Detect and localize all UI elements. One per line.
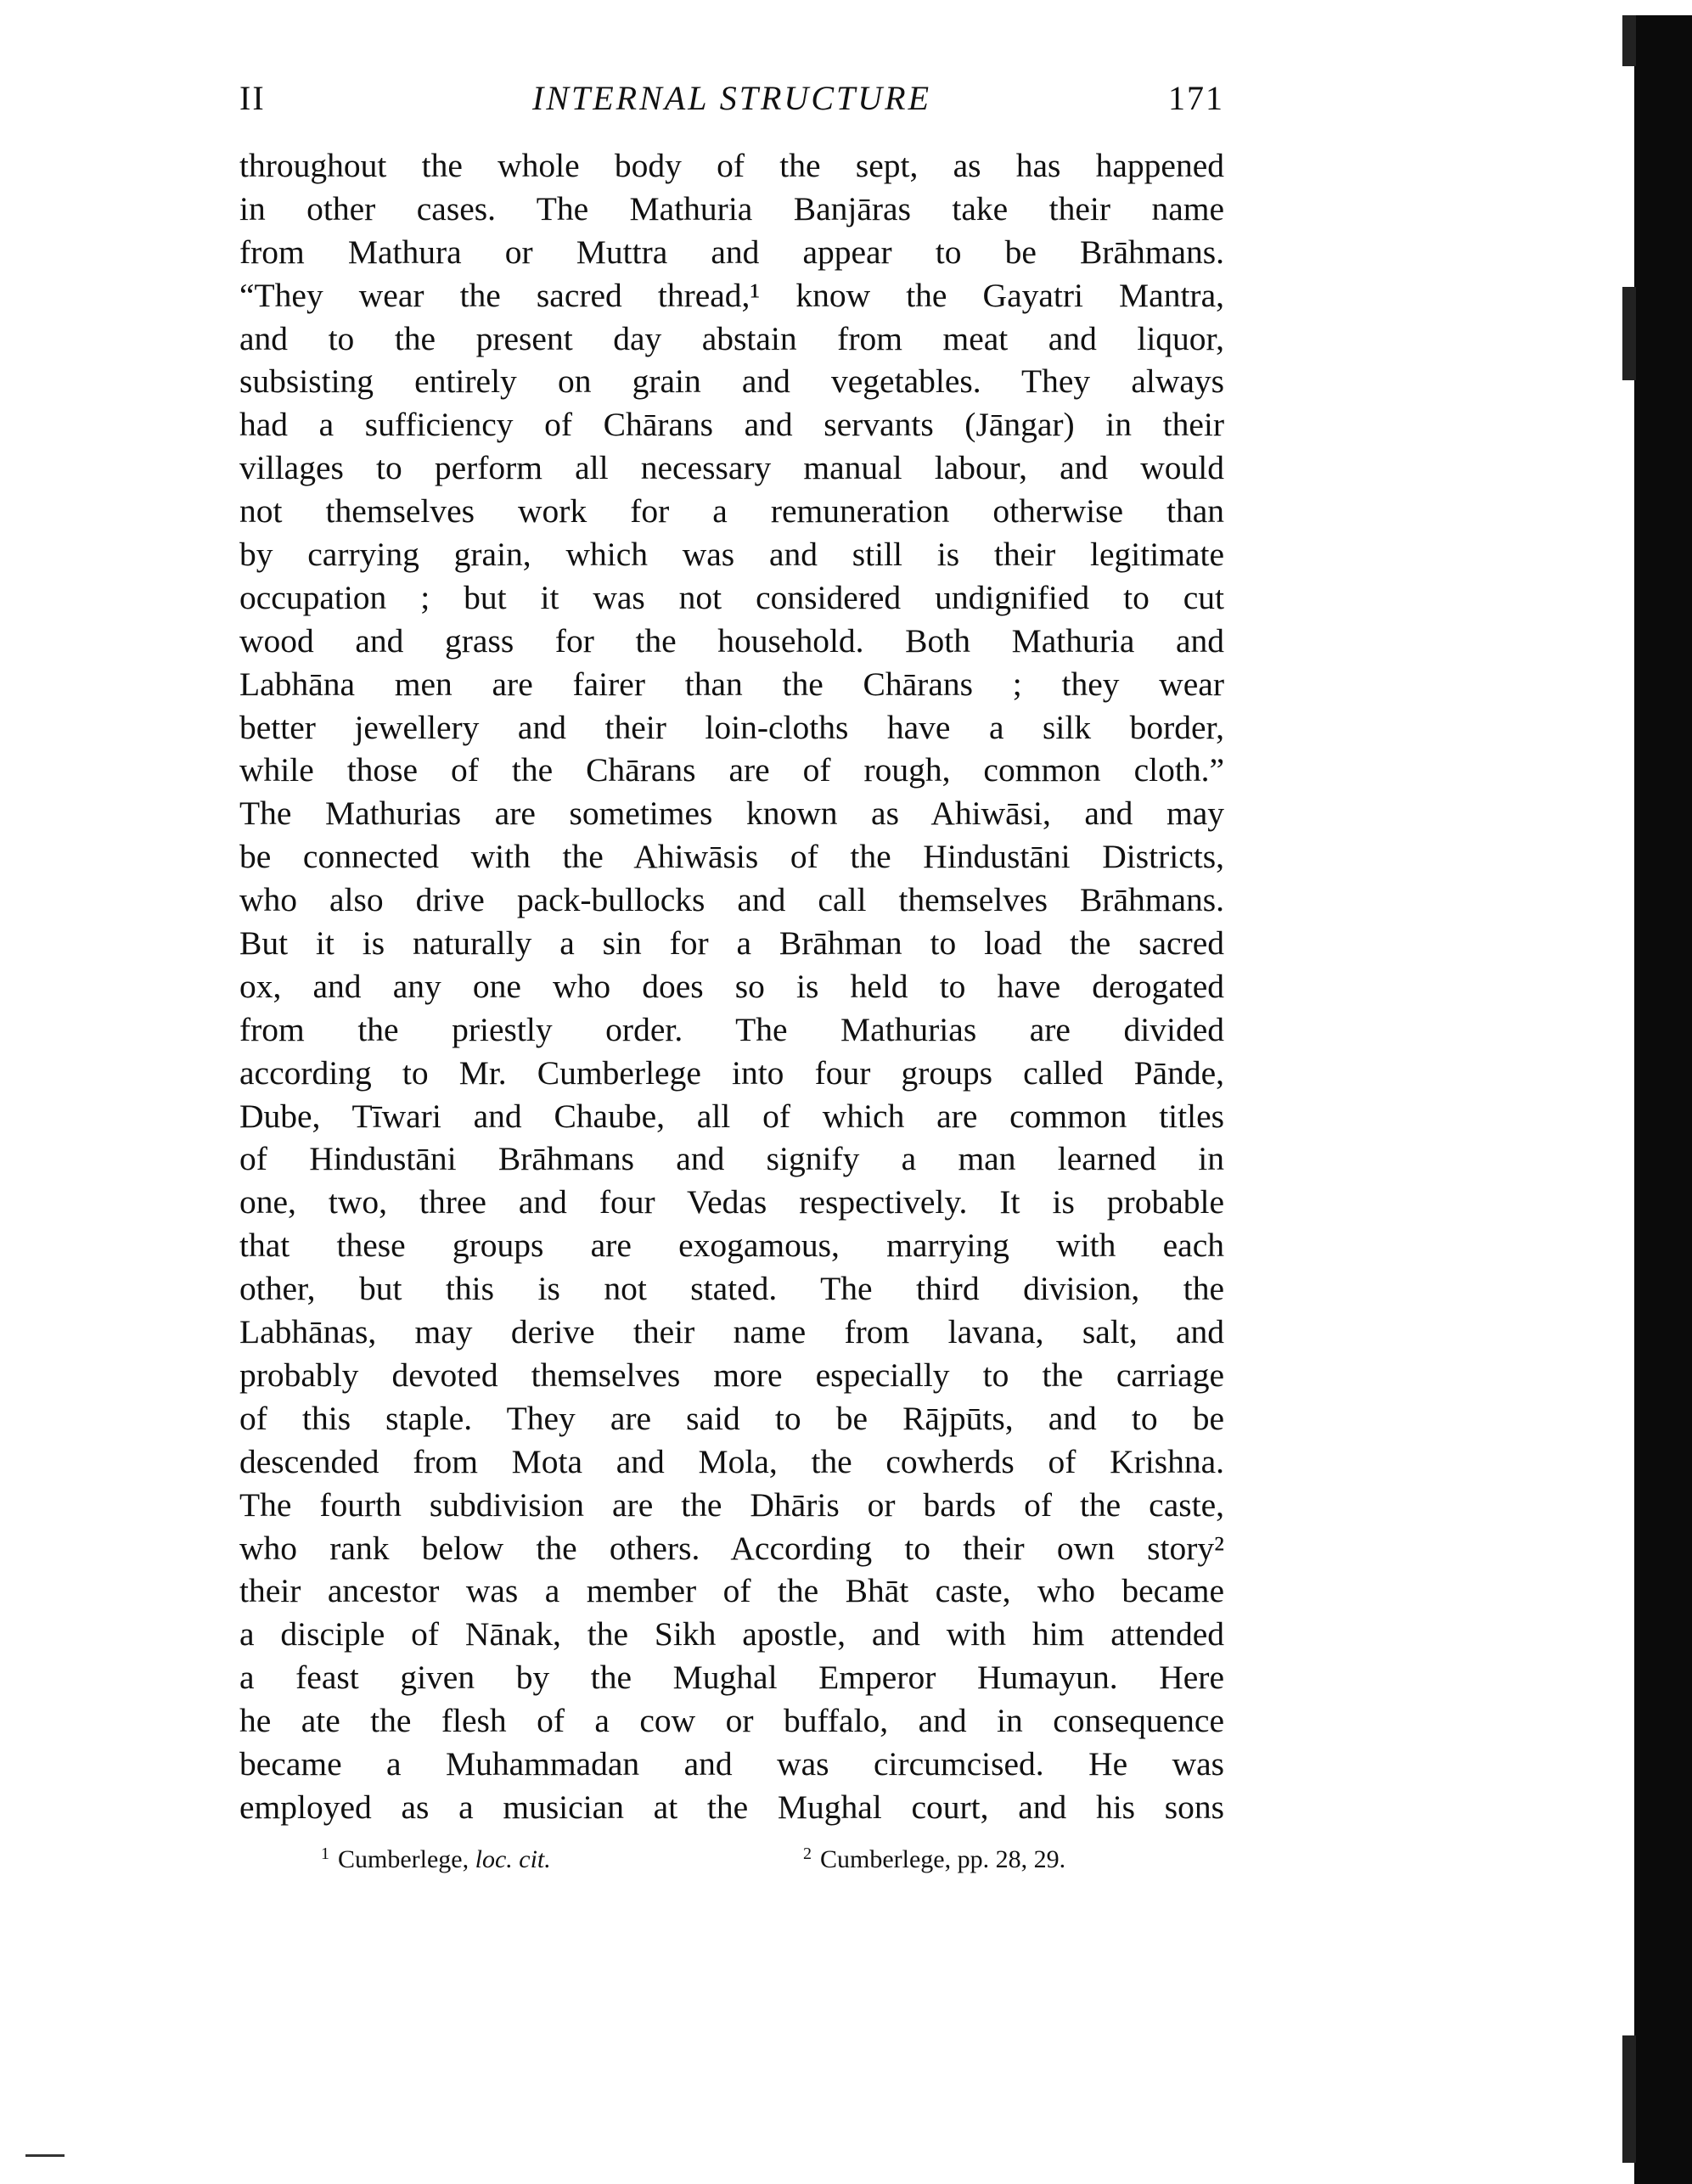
text-line: by carrying grain, which was and still is their legitimate	[239, 536, 1224, 574]
footnote-text: Cumberlege, pp. 28, 29.	[820, 1845, 1066, 1873]
text-line: in other cases. The Mathuria Banjāras take their name	[239, 189, 1224, 227]
text-line: be connected with the Ahiwāsis of the Hindustāni Districts,	[239, 838, 1224, 876]
text-line: wood and grass for the household. Both Mathuria and	[239, 621, 1224, 660]
footnote-mark: 1	[321, 1844, 329, 1863]
page-edge-fray	[1622, 15, 1636, 66]
text-line: other, but this is not stated. The third division, the	[239, 1270, 1224, 1308]
text-line: had a sufficiency of Chārans and servants (Jāngar) in their	[239, 406, 1224, 444]
footnotes	[321, 1835, 1170, 1872]
text-line: from the priestly order. The Mathurias are divided	[239, 1010, 1224, 1048]
text-line: But it is naturally a sin for a Brāhman to load the sacred	[239, 924, 1224, 963]
text-line: subsisting entirely on grain and vegetables. They always	[239, 362, 1224, 401]
text-line: better jewellery and their loin-cloths have a silk border,	[239, 708, 1224, 746]
footnote-mark: 2	[803, 1844, 812, 1863]
running-title: INTERNAL STRUCTURE	[532, 79, 931, 117]
text-line: who also drive pack-bullocks and call themselves Brāhmans.	[239, 881, 1224, 919]
footnote-2	[803, 1835, 1065, 1878]
text-line: of this staple. They are said to be Rājpūts, and to be	[239, 1399, 1224, 1437]
text-line: Labhāna men are fairer than the Chārans ; they wear	[239, 665, 1224, 703]
text-line: that these groups are exogamous, marrying with each	[239, 1227, 1224, 1265]
footnote-text: Cumberlege,	[338, 1845, 469, 1873]
text-line: a feast given by the Mughal Emperor Humayun. Here	[239, 1659, 1224, 1697]
text-line: a disciple of Nānak, the Sikh apostle, and with him attended	[239, 1615, 1224, 1653]
body-text	[239, 144, 1224, 1829]
text-line: “They wear the sacred thread,¹ know the Gayatri Mantra,	[239, 276, 1224, 314]
footnote-1	[321, 1835, 551, 1878]
text-line: became a Muhammadan and was circumcised. He was	[239, 1744, 1224, 1783]
text-line: while those of the Chārans are of rough, common cloth.”	[239, 751, 1224, 789]
running-header	[239, 78, 1224, 122]
text-line: villages to perform all necessary manual labour, and would	[239, 449, 1224, 487]
text-line: Dube, Tīwari and Chaube, all of which are common titles	[239, 1097, 1224, 1135]
text-line: ox, and any one who does so is held to have derogated	[239, 967, 1224, 1005]
text-line: probably devoted themselves more especially to the carriage	[239, 1356, 1224, 1394]
text-line: he ate the flesh of a cow or buffalo, and in consequence	[239, 1702, 1224, 1740]
text-line: descended from Mota and Mola, the cowherds of Krishna.	[239, 1442, 1224, 1480]
text-line: of Hindustāni Brāhmans and signify a man learned in	[239, 1140, 1224, 1178]
text-line: one, two, three and four Vedas respectively. It is probable	[239, 1183, 1224, 1221]
text-line: and to the present day abstain from meat and liquor,	[239, 319, 1224, 357]
text-line: occupation ; but it was not considered undignified to cut	[239, 578, 1224, 616]
text-line: not themselves work for a remuneration otherwise than	[239, 492, 1224, 531]
page-edge-fray	[1622, 2035, 1636, 2163]
margin-mark	[25, 2154, 65, 2157]
text-line: from Mathura or Muttra and appear to be Brāhmans.	[239, 233, 1224, 271]
footnote-citation: loc. cit.	[475, 1845, 551, 1873]
page-number: 171	[1168, 79, 1224, 117]
text-line: The Mathurias are sometimes known as Ahiwāsi, and may	[239, 794, 1224, 833]
page-edge-fray	[1622, 287, 1636, 380]
text-line: employed as a musician at the Mughal court, and his sons	[239, 1788, 1224, 1826]
page-edge-shadow	[1634, 15, 1692, 2184]
text-line: their ancestor was a member of the Bhāt caste, who became	[239, 1572, 1224, 1610]
text-line: who rank below the others. According to their own story²	[239, 1529, 1224, 1567]
text-line: Labhānas, may derive their name from lavana, salt, and	[239, 1313, 1224, 1351]
section-number: II	[239, 79, 266, 117]
text-line: according to Mr. Cumberlege into four groups called Pānde,	[239, 1053, 1224, 1092]
text-line: The fourth subdivision are the Dhāris or bards of the caste,	[239, 1485, 1224, 1524]
text-line: throughout the whole body of the sept, as has happened	[239, 147, 1224, 184]
